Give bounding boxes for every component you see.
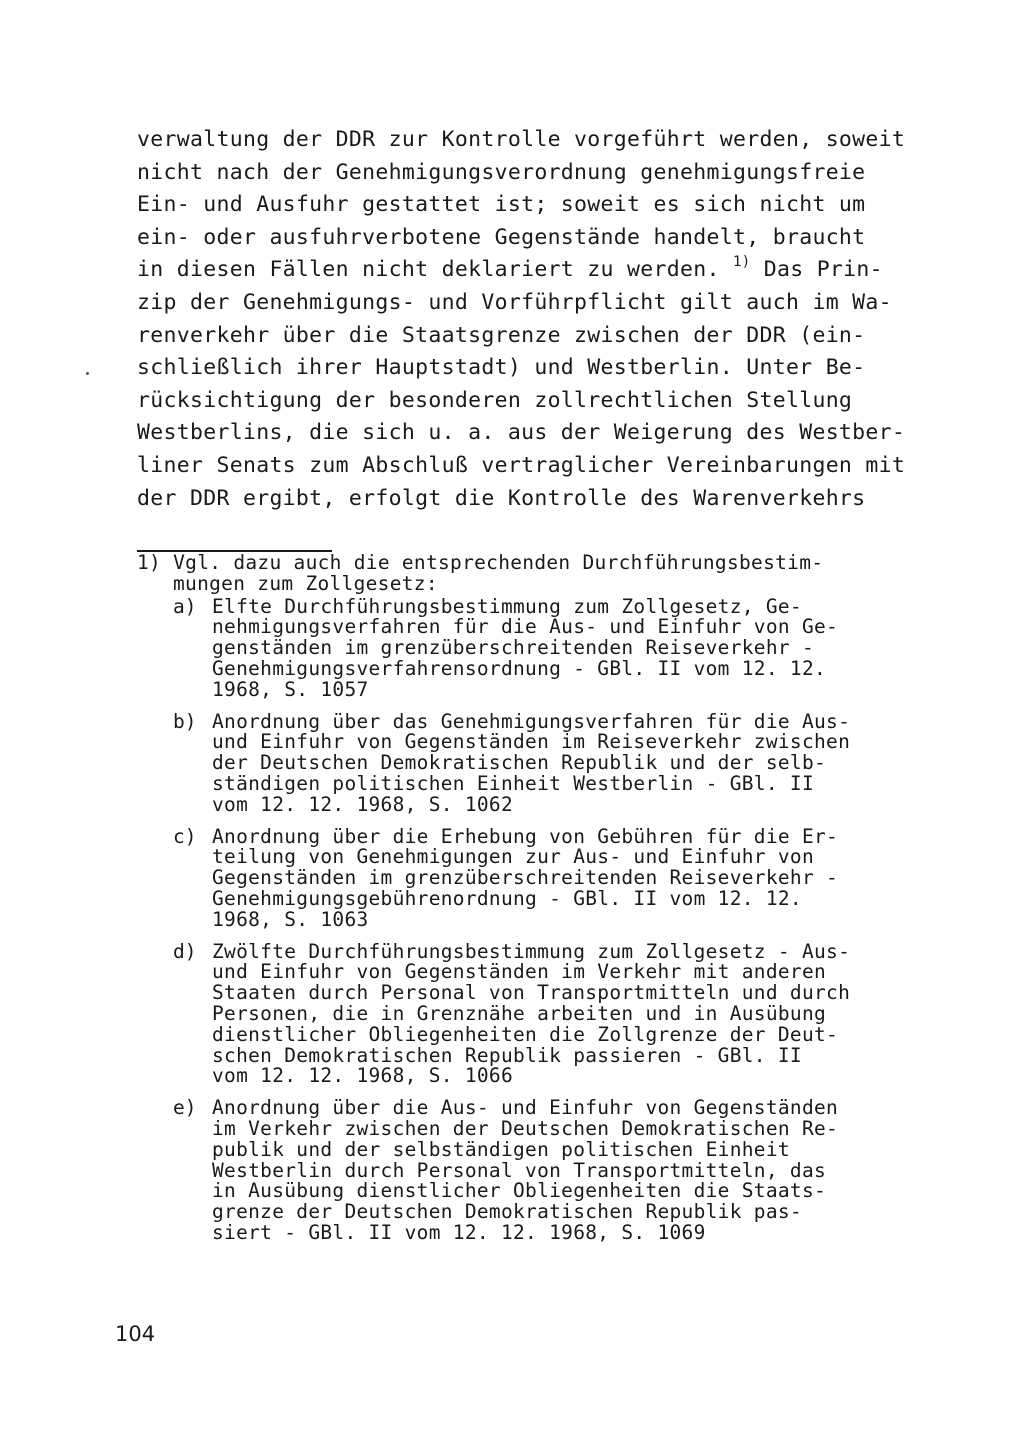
footnote-item-line: genständen im grenzüberschreitenden Reiseverkehr -: [212, 636, 814, 660]
body-line: Westberlins, die sich u. a. aus der Weigerung des Westber-: [137, 420, 906, 446]
footnote-block: [137, 553, 917, 1244]
body-line-tail: Das Prin-: [750, 257, 883, 283]
body-line: nicht nach der Genehmigungsverordnung genehmigungsfreie: [137, 159, 866, 185]
footnote-item-line: teilung von Genehmigungen zur Aus- und Einfuhr von: [212, 845, 814, 869]
footnote-item-line: und Einfuhr von Gegenständen im Reiseverkehr zwischen: [212, 730, 851, 754]
footnote-item-line: 1968, S. 1063: [212, 907, 369, 931]
footnote-heading-line: [137, 553, 917, 574]
body-line: liner Senats zum Abschluß vertraglicher Vereinbarungen mit: [137, 452, 906, 478]
body-line: zip der Genehmigungs- und Vorführpflicht gilt auch im Wa-: [137, 289, 892, 315]
footnote-item-d: [137, 939, 917, 1088]
footnote-item-line: vom 12. 12. 1968, S. 1066: [212, 1064, 513, 1088]
body-line-with-footnote-ref: [137, 254, 917, 287]
footnote-marker: 1): [137, 551, 162, 574]
footnote-item-line: Anordnung über das Genehmigungsverfahren für die Aus-: [212, 709, 851, 733]
body-line: Ein- und Ausfuhr gestattet ist; soweit es sich nicht um: [137, 192, 866, 218]
footnote-item-c: [137, 824, 917, 931]
footnote-item-line: siert - GBl. II vom 12. 12. 1968, S. 1069: [212, 1220, 706, 1244]
footnote-item-letter: e): [173, 1096, 197, 1120]
body-line: verwaltung der DDR zur Kontrolle vorgeführt werden, soweit: [137, 127, 906, 152]
footnote-item-line: nehmigungsverfahren für die Aus- und Einfuhr von Ge-: [212, 615, 839, 639]
body-line: schließlich ihrer Hauptstadt) und Westberlin. Unter Be-: [137, 355, 866, 381]
body-line: rücksichtigung der besonderen zollrechtlichen Stellung: [137, 387, 853, 413]
footnote-item-line: der Deutschen Demokratischen Republik und der selb-: [212, 751, 827, 775]
margin-mark: [86, 372, 89, 375]
body-line: renverkehr über die Staatsgrenze zwischen der DDR (ein-: [137, 322, 866, 348]
footnote-item-line: grenze der Deutschen Demokratischen Republik pas-: [212, 1200, 802, 1224]
footnote-item-e: [137, 1098, 917, 1244]
footnote-item-b: [137, 709, 917, 816]
footnote-item-line: Westberlin durch Personal von Transportmitteln, das: [212, 1158, 827, 1182]
footnote-item-line: Staaten durch Personal von Transportmitteln und durch: [212, 981, 851, 1005]
footnote-item-line: 1968, S. 1057: [212, 677, 369, 701]
footnote-item-line: publik und der selbständigen politischen Einheit: [212, 1137, 790, 1161]
footnote-item-letter: d): [173, 939, 197, 963]
footnote-item-line: Personen, die in Grenznähe arbeiten und in Ausübung: [212, 1001, 827, 1025]
footnote-item-a: [137, 594, 917, 701]
body-line-text: in diesen Fällen nicht deklariert zu werden.: [137, 257, 720, 283]
footnote-item-letter: a): [173, 594, 197, 618]
footnote-heading-line: mungen zum Zollgesetz:: [173, 571, 438, 595]
footnote-heading: [137, 553, 917, 595]
footnote-item-line: Elfte Durchführungsbestimmung zum Zollgesetz, Ge-: [212, 594, 802, 618]
page-number: 104: [115, 1322, 156, 1346]
footnote-item-line: Anordnung über die Aus- und Einfuhr von Gegenständen: [212, 1096, 839, 1120]
footnote-item-line: ständigen politischen Einheit Westberlin - GBl. II: [212, 771, 814, 795]
footnote-item-line: Anordnung über die Erhebung von Gebühren für die Er-: [212, 824, 839, 848]
footnote-item-line: Genehmigungsgebührenordnung - GBl. II vom 12. 12.: [212, 886, 802, 910]
footnote-heading-text: Vgl. dazu auch die entsprechenden Durchführungsbestim-: [161, 551, 824, 574]
footnote-item-line: in Ausübung dienstlicher Obliegenheiten die Staats-: [212, 1179, 827, 1203]
footnote-item-line: Zwölfte Durchführungsbestimmung zum Zollgesetz - Aus-: [212, 939, 851, 963]
footnote-item-line: dienstlicher Obliegenheiten die Zollgrenze der Deut-: [212, 1022, 839, 1046]
footnote-item-letter: b): [173, 709, 197, 733]
body-line: ein- oder ausfuhrverbotene Gegenstände handelt, braucht: [137, 224, 866, 250]
body-line: der DDR ergibt, erfolgt die Kontrolle des Warenverkehrs: [137, 485, 866, 511]
footnote-item-line: im Verkehr zwischen der Deutschen Demokratischen Re-: [212, 1116, 839, 1140]
footnote-item-letter: c): [173, 824, 197, 848]
footnote-item-line: Gegenständen im grenzüberschreitenden Reiseverkehr -: [212, 866, 839, 890]
footnote-item-line: Genehmigungsverfahrensordnung - GBl. II vom 12. 12.: [212, 656, 827, 680]
footnote-item-line: und Einfuhr von Gegenständen im Verkehr mit anderen: [212, 960, 827, 984]
footnote-item-line: vom 12. 12. 1968, S. 1062: [212, 792, 513, 816]
body-paragraph: [137, 124, 917, 515]
footnote-reference[interactable]: 1): [733, 254, 751, 271]
footnote-item-line: schen Demokratischen Republik passieren - GBl. II: [212, 1043, 802, 1067]
